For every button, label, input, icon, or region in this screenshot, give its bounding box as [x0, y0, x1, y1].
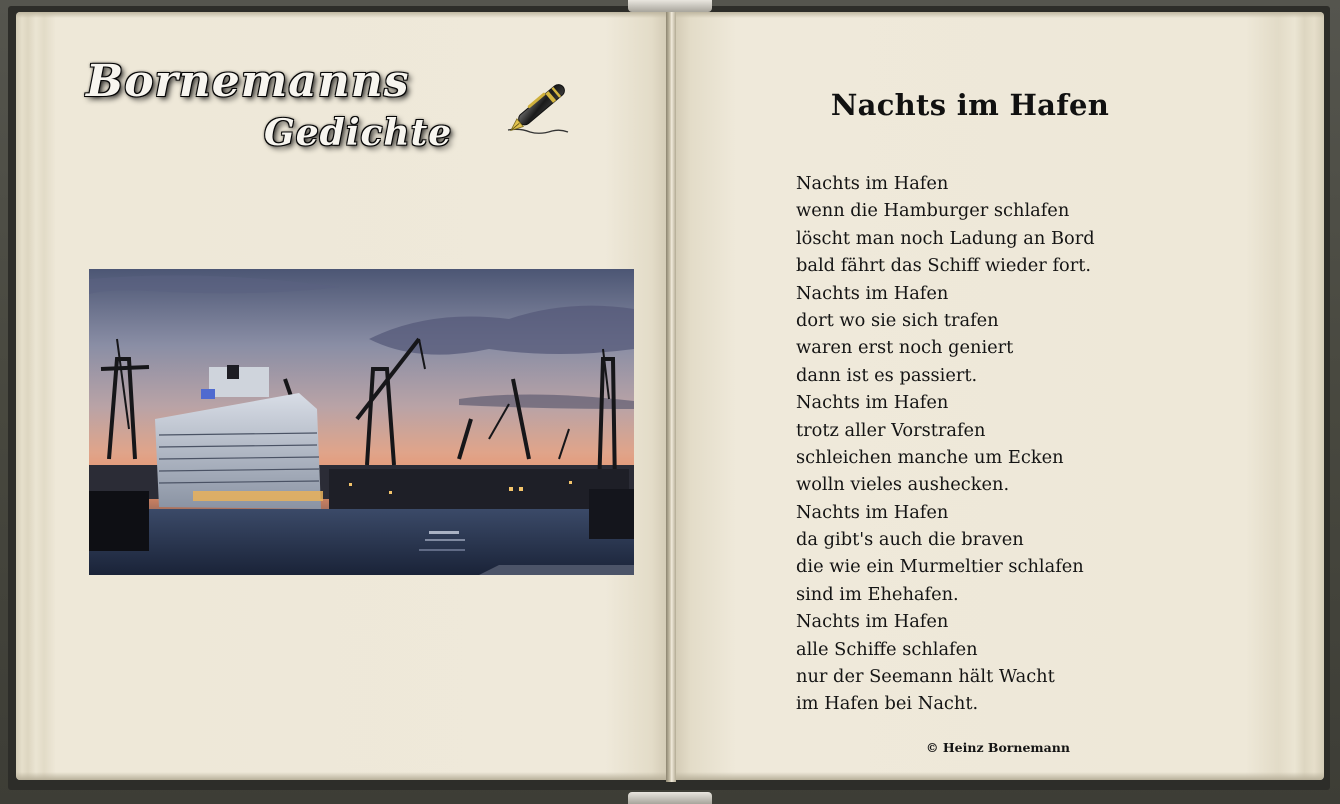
poem-line: nur der Seemann hält Wacht — [796, 666, 1055, 688]
poem-line: da gibt's auch die braven — [796, 529, 1024, 551]
poem-line: löscht man noch Ladung an Bord — [796, 227, 1095, 249]
page-edge — [671, 772, 1324, 780]
poem-line: bald fährt das Schiff wieder fort. — [796, 255, 1092, 277]
poem-line: dann ist es passiert. — [796, 364, 978, 386]
harbor-photo — [89, 269, 634, 575]
poem-line: sind im Ehehafen. — [796, 583, 959, 605]
logo-line-gedichte: Gedichte — [264, 112, 453, 154]
poem-title: Nachts im Hafen — [830, 88, 1110, 122]
poem-line: alle Schiffe schlafen — [796, 638, 978, 660]
poem-line: Nachts im Hafen — [796, 501, 949, 523]
poem-line: im Hafen bei Nacht. — [796, 693, 979, 715]
site-logo — [82, 52, 472, 162]
book-spine — [666, 10, 676, 782]
poem-line: waren erst noch geniert — [796, 337, 1014, 359]
poem-line: wenn die Hamburger schlafen — [796, 200, 1070, 222]
page-edge — [671, 12, 1324, 18]
poem-line: dort wo sie sich trafen — [796, 309, 999, 331]
spine-clip-bottom — [628, 792, 712, 804]
poem-text — [796, 170, 1095, 718]
poem-line: Nachts im Hafen — [796, 611, 949, 633]
fountain-pen-icon — [500, 74, 578, 140]
poem-line: die wie ein Murmeltier schlafen — [796, 556, 1084, 578]
poem-line: Nachts im Hafen — [796, 392, 949, 414]
copyright-notice: © Heinz Bornemann — [926, 740, 1070, 755]
poem-line: trotz aller Vorstrafen — [796, 419, 986, 441]
spine-clip-top — [628, 0, 712, 12]
page-edge — [16, 772, 671, 780]
harbor-night-image — [89, 269, 634, 575]
logo-line-bornemanns: Bornemanns — [86, 56, 410, 107]
page-edge — [16, 12, 671, 18]
poem-line: Nachts im Hafen — [796, 282, 949, 304]
poem-line: Nachts im Hafen — [796, 173, 949, 194]
poem-line: wolln vieles aushecken. — [796, 474, 1010, 496]
poem-line: schleichen manche um Ecken — [796, 446, 1064, 468]
